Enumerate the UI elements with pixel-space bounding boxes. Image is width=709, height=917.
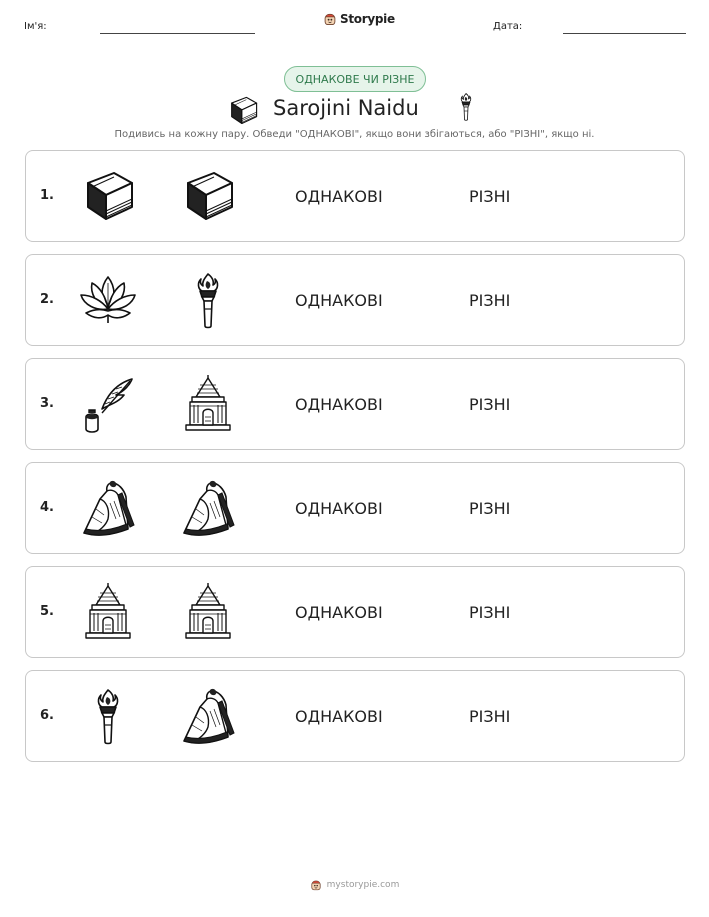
option-different[interactable]: РІЗНІ [469, 395, 511, 414]
option-different[interactable]: РІЗНІ [469, 187, 511, 206]
comparison-row [25, 150, 685, 242]
book-icon [178, 167, 238, 227]
row-number: 6. [40, 708, 54, 723]
option-same[interactable]: ОДНАКОВІ [295, 603, 383, 622]
lotus-icon [78, 271, 138, 331]
quill-inkwell-icon [78, 375, 138, 435]
date-label: Дата: [493, 21, 523, 32]
row-number: 2. [40, 292, 54, 307]
saree-icon [178, 479, 238, 539]
worksheet-type-badge: ОДНАКОВЕ ЧИ РІЗНЕ [284, 66, 426, 92]
torch-icon [457, 92, 475, 122]
comparison-row [25, 670, 685, 762]
date-line[interactable] [563, 33, 686, 34]
saree-icon [178, 687, 238, 747]
instructions: Подивись на кожну пару. Обведи "ОДНАКОВІ", якщо вони збігаються, або "РІЗНІ", якщо ні. [114, 129, 595, 140]
temple-icon [178, 583, 238, 643]
option-same[interactable]: ОДНАКОВІ [295, 395, 383, 414]
book-icon [78, 167, 138, 227]
comparison-row [25, 566, 685, 658]
book-icon [226, 94, 260, 128]
saree-icon [78, 479, 138, 539]
option-different[interactable]: РІЗНІ [469, 603, 511, 622]
option-same[interactable]: ОДНАКОВІ [295, 707, 383, 726]
temple-icon [178, 375, 238, 435]
comparison-row [25, 254, 685, 346]
comparison-row [25, 358, 685, 450]
name-label: Ім'я: [24, 21, 47, 32]
page-title: Sarojini Naidu [273, 96, 419, 120]
title-row [0, 92, 709, 126]
row-number: 3. [40, 396, 54, 411]
brand-name: Storypie [340, 12, 395, 26]
row-number: 1. [40, 188, 54, 203]
footer-url: mystorypie.com [326, 880, 400, 890]
temple-icon [78, 583, 138, 643]
option-different[interactable]: РІЗНІ [469, 499, 511, 518]
option-different[interactable]: РІЗНІ [469, 707, 511, 726]
brand-logo [323, 12, 395, 26]
comparison-row [25, 462, 685, 554]
storypie-mascot-icon [323, 12, 337, 26]
row-number: 5. [40, 604, 54, 619]
torch-icon [78, 687, 138, 747]
row-number: 4. [40, 500, 54, 515]
footer [0, 879, 709, 891]
storypie-mascot-icon [310, 879, 322, 891]
option-same[interactable]: ОДНАКОВІ [295, 499, 383, 518]
option-same[interactable]: ОДНАКОВІ [295, 187, 383, 206]
option-same[interactable]: ОДНАКОВІ [295, 291, 383, 310]
torch-icon [178, 271, 238, 331]
option-different[interactable]: РІЗНІ [469, 291, 511, 310]
name-line[interactable] [100, 33, 255, 34]
